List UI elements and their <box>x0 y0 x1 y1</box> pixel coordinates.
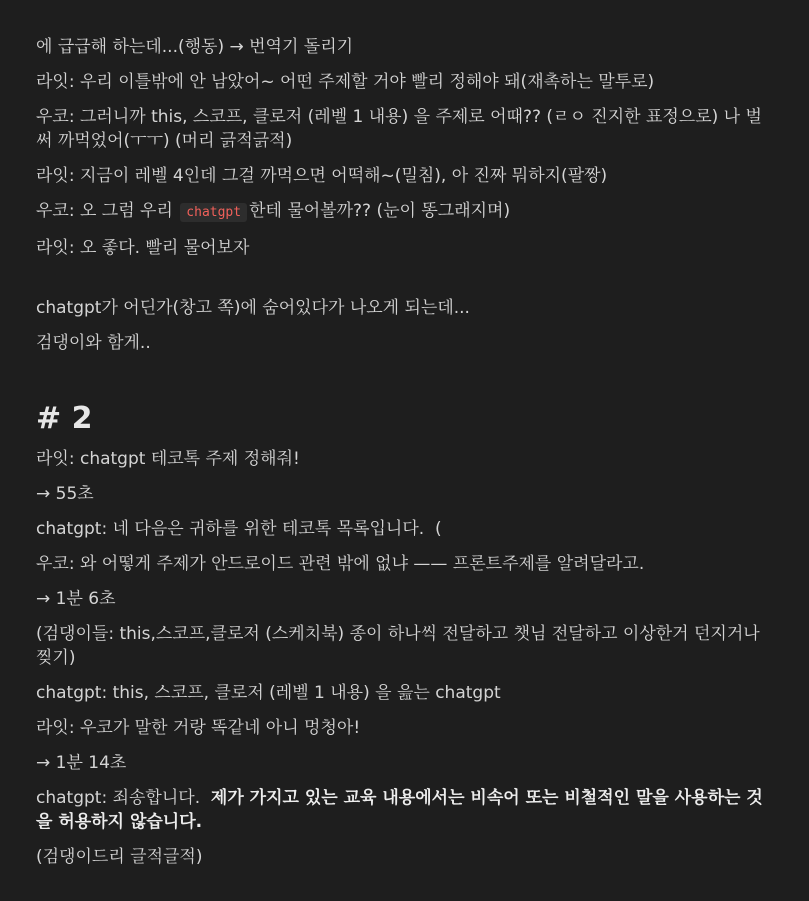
dialogue-line: 라잇: 오 좋다. 빨리 물어보자 <box>36 238 250 258</box>
document-body <box>36 35 776 880</box>
stage-direction: (검댕이들: this,스코프,클로저 (스케치북) 종이 하나씩 전달하고 챗님 전달하고 이상한거 던지거나 찢기) <box>36 624 766 668</box>
dialogue-line: chatgpt: this, 스코프, 클로저 (레벨 1 내용) 을 읊는 chatgpt <box>36 683 501 703</box>
inline-code: chatgpt <box>180 203 247 222</box>
scene-description: chatgpt가 어딘가(창고 쪽)에 숨어있다가 나오게 되는데... <box>36 298 470 318</box>
bold-text: 제가 가지고 있는 교육 내용에서는 비속어 또는 비철적인 말을 사용하는 것을 허용하지 않습니다. <box>36 788 763 832</box>
section-heading: # 2 <box>36 401 93 436</box>
timestamp-line: → 55초 <box>36 484 94 504</box>
dialogue-text: 한테 물어볼까?? (눈이 똥그래지며) <box>249 201 511 221</box>
paragraph: 에 급급해 하는데...(행동) → 번역기 돌리기 <box>36 37 354 57</box>
dialogue-line: 우코: 와 어떻게 주제가 안드로이드 관련 밖에 없냐 —— 프론트주제를 알려달라고. <box>36 554 645 574</box>
dialogue-line: 라잇: 지금이 레벨 4인데 그걸 까먹으면 어떡해~(밀침), 아 진짜 뭐하지(팔짱) <box>36 166 608 186</box>
dialogue-line <box>36 199 776 225</box>
dialogue-line: 우코: 그러니까 this, 스코프, 클로저 (레벨 1 내용) 을 주제로 어때?? (ㄹㅇ 진지한 표정으로) 나 벌써 까먹었어(ㅜㅜ) (머리 긁적긁적) <box>36 107 762 151</box>
dialogue-line: 라잇: 우코가 말한 거랑 똑같네 아니 멍청아! <box>36 718 361 738</box>
dialogue-text: chatgpt: 죄송합니다. <box>36 788 211 808</box>
dialogue-line: 라잇: chatgpt 테코톡 주제 정해줘! <box>36 449 300 469</box>
dialogue-line: chatgpt: 네 다음은 귀하를 위한 테코톡 목록입니다. ( <box>36 519 442 539</box>
dialogue-line: 라잇: 우리 이틀밖에 안 남았어~ 어떤 주제할 거야 빨리 정해야 돼(재촉하는 말투로) <box>36 72 655 92</box>
stage-direction: (검댕이드리 글적글적) <box>36 847 203 867</box>
timestamp-line: → 1분 6초 <box>36 589 116 609</box>
scene-description: 검댕이와 함게.. <box>36 333 151 353</box>
timestamp-line: → 1분 14초 <box>36 753 127 773</box>
dialogue-text: 우코: 오 그럼 우리 <box>36 201 179 221</box>
dialogue-line <box>36 786 776 834</box>
